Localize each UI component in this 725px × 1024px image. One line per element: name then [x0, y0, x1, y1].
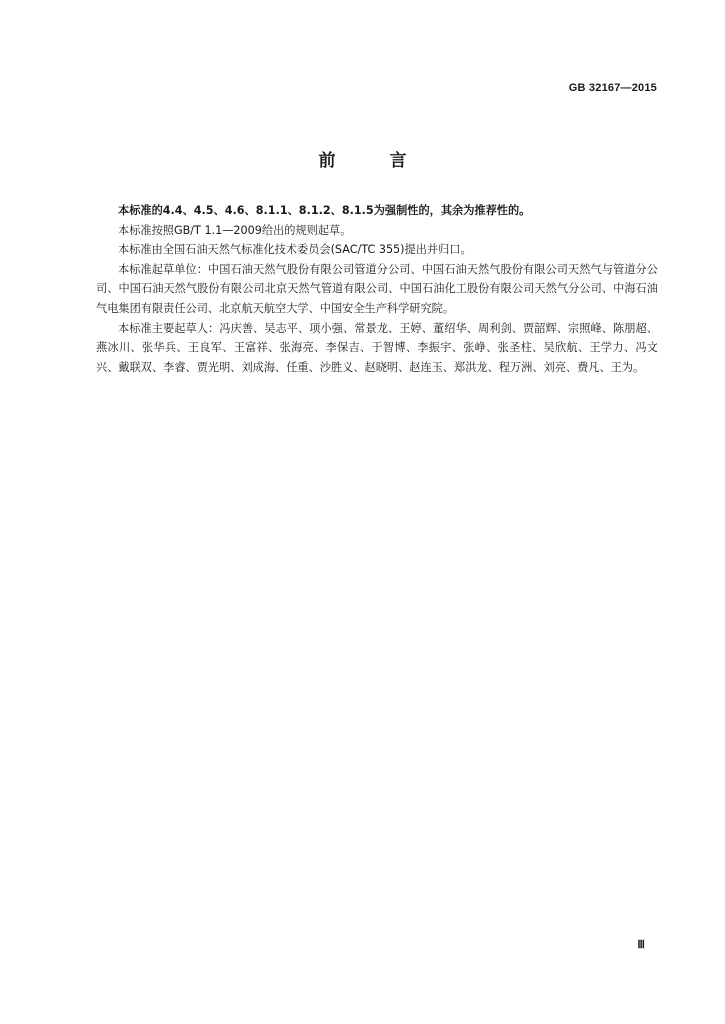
foreword-body [96, 201, 658, 377]
paragraph-drafting-units: 本标准起草单位：中国石油天然气股份有限公司管道分公司、中国石油天然气股份有限公司天然气与管道分公司、中国石油天然气股份有限公司北京天然气管道有限公司、中国石油化工股份有限公司天然气分公司、中海石油气电集团有限责任公司、北京航天航空大学、中国安全生产科学研究院。 [96, 262, 658, 315]
paragraph-drafters: 本标准主要起草人：冯庆善、吴志平、项小强、常景龙、王婷、董绍华、周利剑、贾韶辉、宗照峰、陈朋超、燕冰川、张华兵、王良军、王富祥、张海亮、李保吉、于智博、李振宇、张峥、张圣柱、吴欣航、王学力、冯文兴、戴联双、李睿、贾光明、刘成海、任重、沙胜义、赵晓明、赵连玉、郑洪龙、程万洲、刘亮、费凡、王为。 [96, 321, 658, 374]
paragraph-mandatory-clauses: 本标准的4.4、4.5、4.6、8.1.1、8.1.2、8.1.5为强制性的，其余为推荐性的。 [118, 204, 531, 217]
page-number: Ⅲ [637, 939, 645, 951]
paragraph-drafting-rules: 本标准按照GB/T 1.1—2009给出的规则起草。 [118, 223, 352, 237]
paragraph-proposer: 本标准由全国石油天然气标准化技术委员会(SAC/TC 355)提出并归口。 [118, 243, 472, 257]
page-title: 前 言 [318, 151, 431, 171]
standard-number: GB 32167—2015 [568, 82, 657, 94]
